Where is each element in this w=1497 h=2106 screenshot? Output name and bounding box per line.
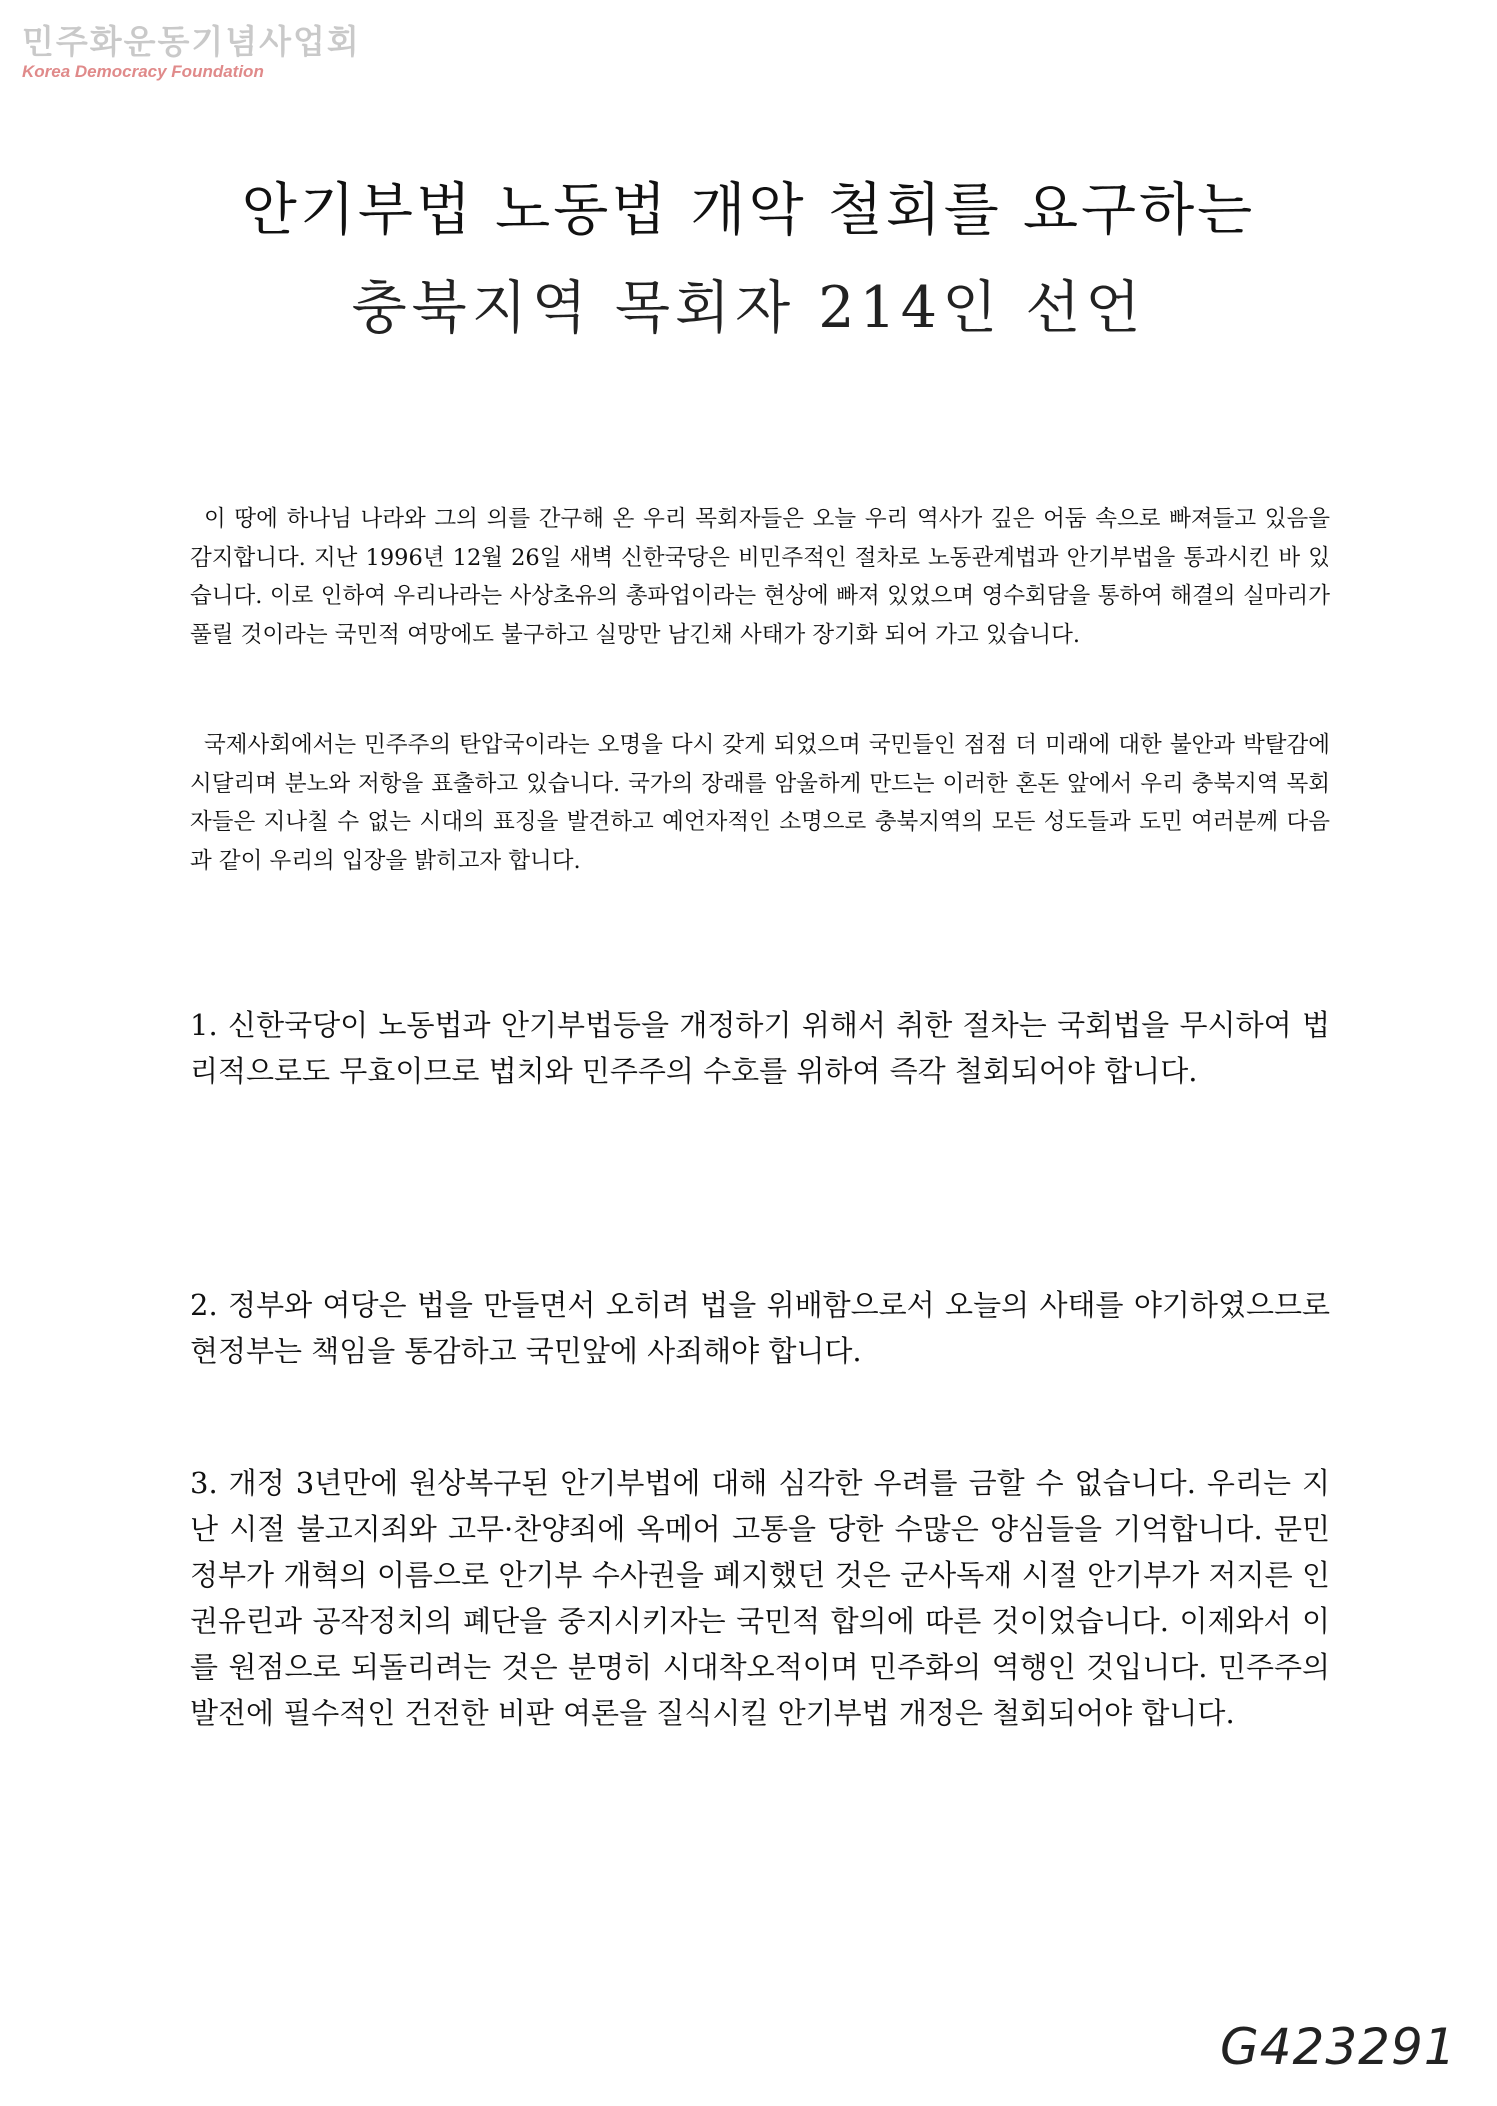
document-title-line2: 충북지역 목회자 214인 선언 bbox=[351, 275, 1146, 341]
intro-paragraph-2: 국제사회에서는 민주주의 탄압국이라는 오명을 다시 갖게 되었으며 국민들인 점점 더 미래에 대한 불안과 박탈감에 시달리며 분노와 저항을 표출하고 있습니다. 국가의 장래를 암울하게 만드는 이러한 혼돈 앞에서 우리 충북지역 목회자들은 지나칠 수 없는 시대의 표징을 발견하고 예언자적인 소명으로 충북지역의 모든 성도들과 도민 여러분께 다음과 같이 우리의 입장을 밝히고자 합니다. bbox=[190, 732, 1330, 874]
demand-point-1: 1. 신한국당이 노동법과 안기부법등을 개정하기 위해서 취한 절차는 국회법을 무시하여 법리적으로도 무효이므로 법치와 민주주의 수호를 위하여 즉각 철회되어야 합니다. bbox=[190, 1008, 1330, 1088]
archive-number: G423291 bbox=[1220, 2018, 1457, 2076]
watermark-korean: 민주화운동기념사업회 bbox=[22, 22, 361, 61]
intro-paragraph-1: 이 땅에 하나님 나라와 그의 의를 간구해 온 우리 목회자들은 오늘 우리 역사가 깊은 어둠 속으로 빠져들고 있음을 감지합니다. 지난 1996년 12월 26일 새벽 신한국당은 비민주적인 절차로 노동관계법과 안기부법을 통과시킨 바 있습니다. 이로 인하여 우리나라는 사상초유의 총파업이라는 현상에 빠져 있었으며 영수회담을 통하여 해결의 실마리가 풀릴 것이라는 국민적 여망에도 불구하고 실망만 남긴채 사태가 장기화 되어 가고 있습니다. bbox=[190, 506, 1330, 648]
foundation-watermark bbox=[22, 22, 361, 82]
demand-point-2: 2. 정부와 여당은 법을 만들면서 오히려 법을 위배함으로서 오늘의 사태를 야기하였으므로 현정부는 책임을 통감하고 국민앞에 사죄해야 합니다. bbox=[190, 1288, 1330, 1368]
watermark-english: Korea Democracy Foundation bbox=[22, 62, 264, 81]
demand-point-3: 3. 개정 3년만에 원상복구된 안기부법에 대해 심각한 우려를 금할 수 없습니다. 우리는 지난 시절 불고지죄와 고무·찬양죄에 옥메어 고통을 당한 수많은 양심들을 기억합니다. 문민정부가 개혁의 이름으로 안기부 수사권을 폐지했던 것은 군사독재 시절 안기부가 저지른 인권유린과 공작정치의 폐단을 중지시키자는 국민적 합의에 따른 것이었습니다. 이제와서 이를 원점으로 되돌리려는 것은 분명히 시대착오적이며 민주화의 역행인 것입니다. 민주주의 발전에 필수적인 건전한 비판 여론을 질식시킬 안기부법 개정은 철회되어야 합니다. bbox=[190, 1466, 1330, 1730]
document-title-line1: 안기부법 노동법 개악 철회를 요구하는 bbox=[241, 177, 1256, 243]
